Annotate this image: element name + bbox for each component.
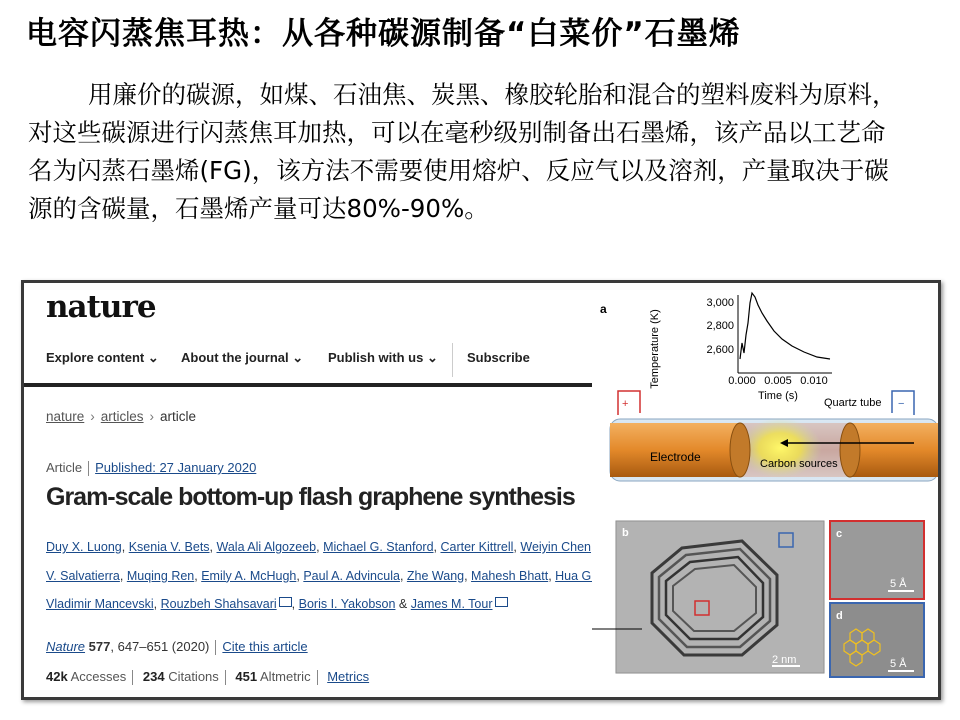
- nav-about-journal[interactable]: About the journal ⌄: [181, 350, 304, 365]
- panel-d-label: d: [836, 610, 843, 622]
- y-tick: 3,000: [706, 297, 734, 309]
- author-line: Vladimir Mancevski, Rouzbeh Shahsavari , Boris I. Yakobson & James M. Tour: [46, 590, 606, 619]
- slide-paragraph: [28, 76, 908, 228]
- accesses-count: 42k: [46, 669, 68, 684]
- author-link[interactable]: Muqing Ren: [126, 568, 195, 583]
- chevron-down-icon: ⌄: [292, 350, 304, 365]
- email-icon[interactable]: [279, 597, 292, 607]
- author-link[interactable]: Weiyin Chen: [520, 540, 592, 554]
- altmetric-count: 451: [235, 669, 258, 684]
- x-tick: 0.005: [764, 375, 792, 387]
- author-link[interactable]: Wala Ali Algozeeb: [216, 540, 317, 554]
- author-link[interactable]: V. Salvatierra: [46, 568, 120, 583]
- y-tick: 2,600: [706, 344, 734, 356]
- author-link[interactable]: Michael G. Stanford: [323, 540, 434, 554]
- tem-image-b: [592, 521, 824, 673]
- author-link[interactable]: Rouzbeh Shahsavari: [160, 597, 277, 611]
- nav-explore-content[interactable]: Explore content ⌄: [46, 350, 159, 365]
- flash-apparatus: [610, 391, 938, 481]
- cite-this-article-link[interactable]: Cite this article: [222, 639, 308, 654]
- author-link[interactable]: Mahesh Bhatt: [471, 568, 549, 583]
- author-line: Duy X. Luong, Ksenia V. Bets, Wala Ali Algozeeb, Michael G. Stanford, Carter Kittrell, Weiyin Chen: [46, 540, 592, 554]
- x-axis-label: Time (s): [758, 390, 798, 402]
- y-axis-label: Temperature (K): [649, 309, 661, 389]
- author-link[interactable]: Vladimir Mancevski: [46, 597, 154, 611]
- chevron-right-icon: ›: [90, 409, 95, 424]
- author-link[interactable]: Boris I. Yakobson: [298, 597, 396, 611]
- author-link[interactable]: Carter Kittrell: [440, 540, 514, 554]
- article-meta: [46, 460, 256, 476]
- panel-a-label: a: [600, 302, 607, 316]
- plus-sign: +: [622, 398, 629, 410]
- author-link[interactable]: Hua Guo: [555, 568, 606, 583]
- y-tick: 2,800: [706, 320, 734, 332]
- breadcrumb-articles[interactable]: articles: [100, 409, 144, 424]
- author-link[interactable]: Paul A. Advincula: [303, 568, 400, 583]
- volume: 577: [88, 639, 111, 654]
- temperature-curve: [740, 293, 830, 359]
- author-link[interactable]: Emily A. McHugh: [201, 568, 297, 583]
- published-date[interactable]: Published: 27 January 2020: [95, 460, 257, 475]
- citation-line: [46, 639, 308, 655]
- breadcrumb-article: article: [160, 409, 197, 424]
- x-tick: 0.000: [728, 375, 756, 387]
- altmetric-label: Altmetric: [260, 669, 311, 684]
- nav-publish-with-us[interactable]: Publish with us ⌄: [328, 350, 438, 365]
- author-link[interactable]: Duy X. Luong: [46, 540, 122, 554]
- article-type: Article: [46, 460, 83, 475]
- email-icon[interactable]: [495, 597, 508, 607]
- nature-logo[interactable]: nature: [46, 289, 156, 325]
- nav-divider: [452, 343, 453, 377]
- paragraph-text: 用廉价的碳源，如煤、石油焦、炭黑、橡胶轮胎和混合的塑料废料为原料，对这些碳源进行闪蒸焦耳加热，可以在毫秒级别制备出石墨烯，该产品以工艺命名为闪蒸石墨烯(FG)，该方法不需要使用熔炉、反应气以及溶剂，产量取决于碳源的含碳量，石墨烯产量可达80%-90%。: [28, 80, 897, 223]
- article-figure: [592, 283, 938, 697]
- article-title: Gram-scale bottom-up flash graphene synthesis: [46, 483, 575, 511]
- chevron-down-icon: ⌄: [426, 350, 438, 365]
- author-link[interactable]: James M. Tour: [410, 597, 493, 611]
- minus-sign: −: [898, 398, 905, 410]
- scale-bar-b: 2 nm: [772, 654, 797, 666]
- hrtem-image-c: [830, 521, 924, 599]
- panel-b-label: b: [622, 527, 629, 539]
- author-link[interactable]: Zhe Wang: [406, 568, 465, 583]
- author-list: [46, 533, 606, 619]
- nav-subscribe[interactable]: Subscribe: [467, 350, 530, 365]
- carbon-sources-label: Carbon sources: [760, 458, 838, 470]
- article-metrics: [46, 669, 369, 685]
- x-tick: 0.010: [800, 375, 828, 387]
- quartz-tube-label: Quartz tube: [824, 397, 882, 409]
- metrics-link[interactable]: Metrics: [327, 669, 370, 684]
- hrtem-image-d: [830, 603, 924, 677]
- chevron-right-icon: ›: [149, 409, 155, 424]
- author-link[interactable]: Ksenia V. Bets: [128, 540, 210, 554]
- panel-c-label: c: [836, 528, 843, 540]
- author-line: V. Salvatierra, Muqing Ren, Emily A. McHugh, Paul A. Advincula, Zhe Wang, Mahesh Bhatt, Hua Guo: [46, 568, 606, 583]
- breadcrumb: [46, 409, 196, 424]
- accesses-label: Accesses: [70, 669, 127, 684]
- electrode-label: Electrode: [650, 450, 701, 464]
- scale-bar-c: 5 Å: [890, 578, 907, 590]
- paper-screenshot: [21, 280, 941, 700]
- pages: , 647–651 (2020): [110, 639, 210, 654]
- breadcrumb-nature[interactable]: nature: [46, 409, 85, 424]
- citations-count: 234: [142, 669, 165, 684]
- temperature-inset: [649, 293, 832, 402]
- scale-bar-d: 5 Å: [890, 658, 907, 670]
- site-nav: [24, 333, 594, 387]
- citations-label: Citations: [168, 669, 219, 684]
- slide-title: 电容闪蒸焦耳热：从各种碳源制备“白菜价”石墨烯: [26, 16, 741, 52]
- chevron-down-icon: ⌄: [147, 350, 159, 365]
- journal-link[interactable]: Nature: [46, 639, 86, 654]
